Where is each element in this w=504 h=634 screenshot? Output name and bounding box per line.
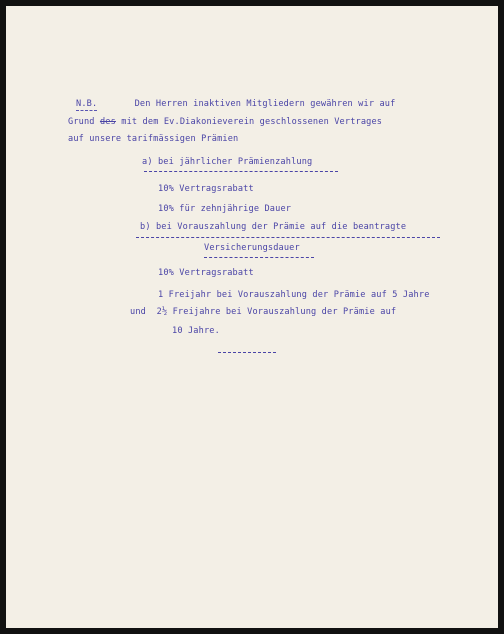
section-b-item-3: 2½ Freijahre bei Vorauszahlung der Prämie auf <box>156 307 397 317</box>
paragraph-line-2 <box>68 117 382 128</box>
section-b-item-2: 1 Freijahr bei Vorauszahlung der Prämie auf 5 Jahre <box>158 290 430 300</box>
section-a-underline <box>144 171 338 172</box>
section-a-item-2: 10% für zehnjährige Dauer <box>158 204 292 214</box>
section-a-item-1: 10% Vertragsrabatt <box>158 184 254 194</box>
section-b-heading: b) bei Vorauszahlung der Prämie auf die beantragte <box>140 222 407 232</box>
section-a-heading: a) bei jährlicher Prämienzahlung <box>142 157 313 167</box>
document-page <box>6 6 498 628</box>
paragraph-line-3: auf unsere tarifmässigen Prämien <box>68 134 239 144</box>
paragraph-line-2-rest: mit dem Ev.Diakonieverein geschlossenen Vertrages <box>121 117 383 127</box>
section-b-heading-2: Versicherungsdauer <box>204 243 300 253</box>
section-b-item-4: 10 Jahre. <box>172 326 220 336</box>
section-b-heading-2-underline <box>204 257 314 258</box>
nb-line <box>76 99 395 110</box>
closing-rule <box>218 352 276 353</box>
section-b-item-1: 10% Vertragsrabatt <box>158 268 254 278</box>
word-grund: Grund <box>68 117 95 127</box>
paragraph-line-1: Den Herren inaktiven Mitgliedern gewähren wir auf <box>134 99 396 109</box>
word-und: und <box>130 307 146 317</box>
nb-label: N.B. <box>76 99 98 109</box>
section-b-item-3-line <box>130 307 396 318</box>
struck-word: des <box>99 117 116 127</box>
section-b-underline <box>136 237 440 238</box>
